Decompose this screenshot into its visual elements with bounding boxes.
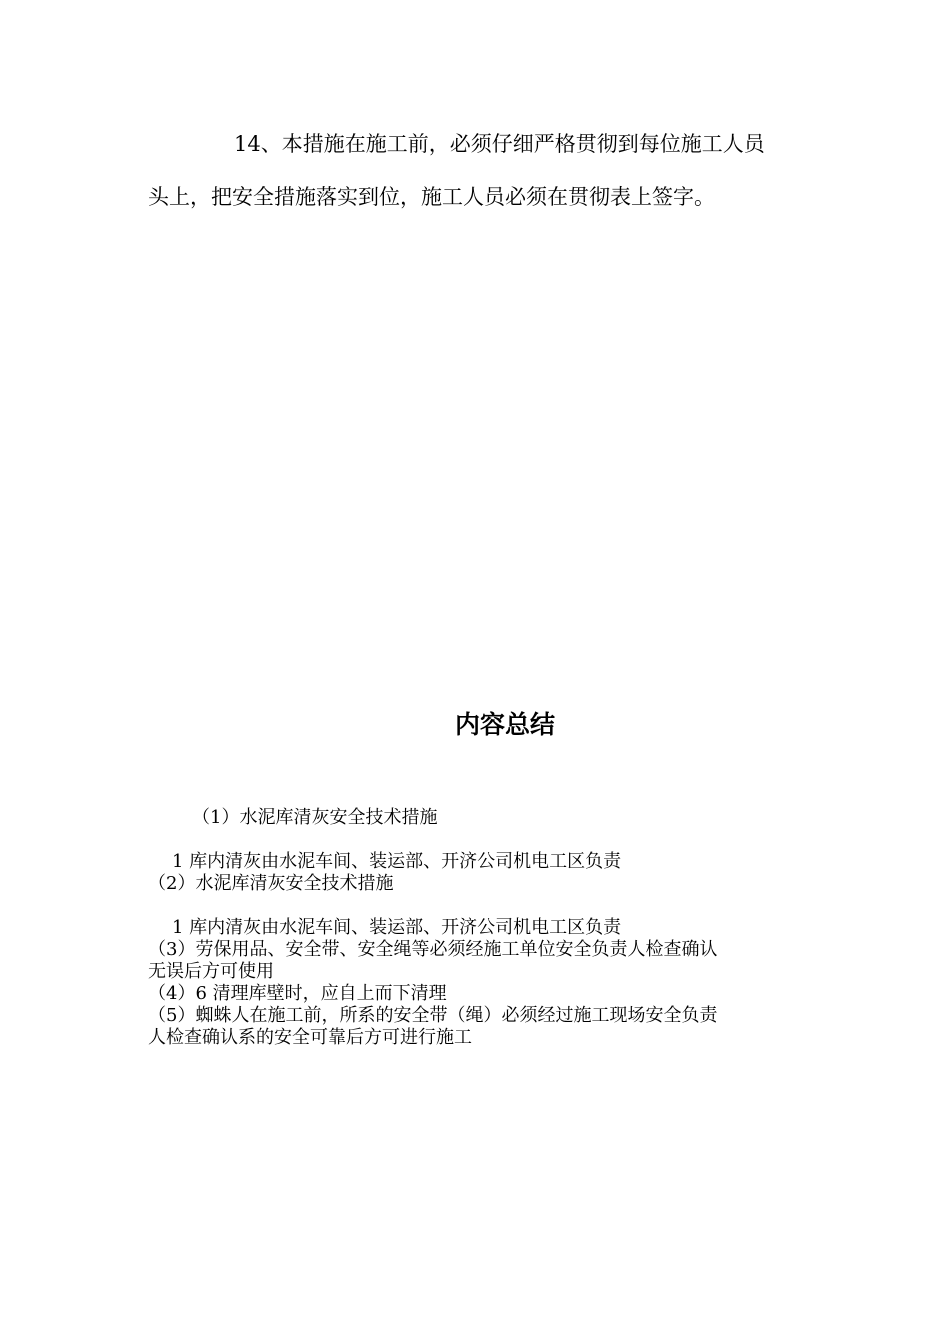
summary-gap bbox=[148, 829, 818, 851]
summary-item-2: （2）水泥库清灰安全技术措施 bbox=[148, 873, 394, 894]
summary-item-1-detail: 1 库内清灰由水泥车间、装运部、开济公司机电工区负责 bbox=[172, 851, 622, 872]
summary-item-3-cont: 无误后方可使用 bbox=[148, 961, 274, 982]
summary-list bbox=[148, 807, 818, 1049]
summary-item-5: （5）蜘蛛人在施工前，所系的安全带（绳）必须经过施工现场安全负责 bbox=[148, 1005, 718, 1026]
summary-item-4: （4）6 清理库壁时，应自上而下清理 bbox=[148, 983, 447, 1004]
summary-item-5-cont: 人检查确认系的安全可靠后方可进行施工 bbox=[148, 1027, 472, 1048]
paragraph-14 bbox=[148, 118, 808, 224]
paragraph-14-line-1: 14、本措施在施工前，必须仔细严格贯彻到每位施工人员 bbox=[234, 132, 765, 156]
summary-item-2-detail: 1 库内清灰由水泥车间、装运部、开济公司机电工区负责 bbox=[172, 917, 622, 938]
summary-item-3: （3）劳保用品、安全带、安全绳等必须经施工单位安全负责人检查确认 bbox=[148, 939, 718, 960]
summary-title: 内容总结 bbox=[454, 710, 555, 739]
summary-item-1: （1）水泥库清灰安全技术措施 bbox=[192, 807, 438, 828]
summary-gap bbox=[148, 895, 818, 917]
paragraph-14-line-2: 头上，把安全措施落实到位，施工人员必须在贯彻表上签字。 bbox=[148, 185, 715, 209]
